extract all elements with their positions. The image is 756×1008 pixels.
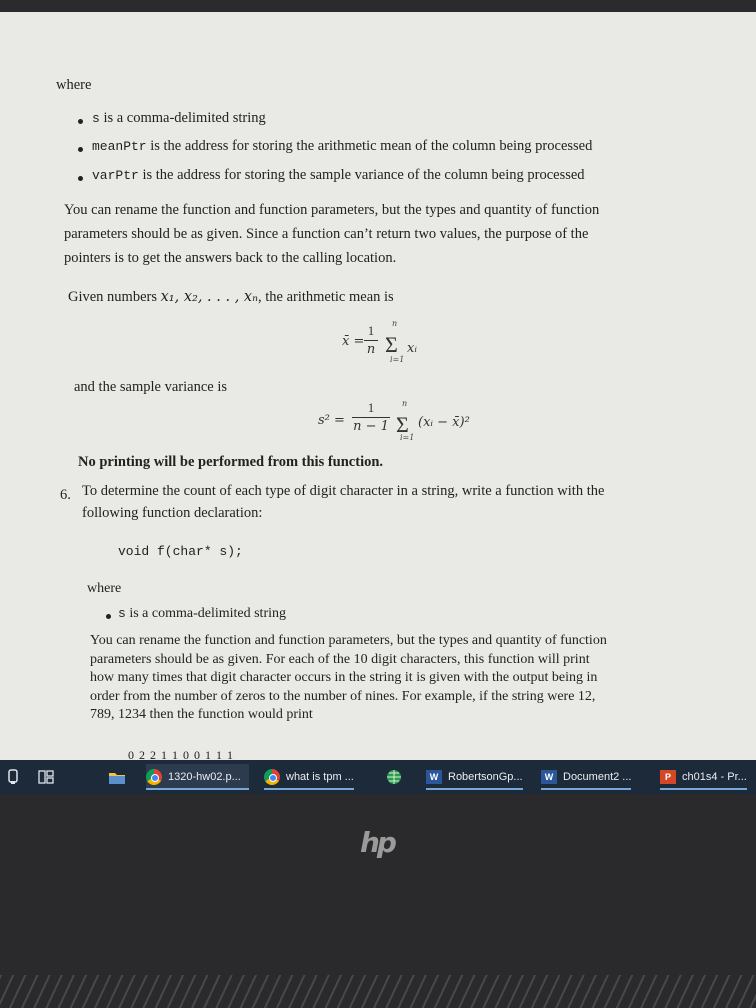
where-label: where [56,77,92,93]
sigma-symbol: Σ [396,412,409,437]
taskbar-item-powerpoint-ch01s4[interactable]: P ch01s4 - Pr... [660,764,747,790]
variance-intro: and the sample variance is [74,379,227,395]
output-partial: 0 2 2 1 1 0 0 1 1 1 [128,748,234,760]
taskbar-item-word-document2[interactable]: W Document2 ... [541,764,631,790]
keyboard-edge [0,975,756,1008]
bullet-icon [106,614,111,619]
globe-app-icon[interactable] [386,764,402,790]
mean-fraction: 1 n [364,323,378,357]
paragraph-rename-1: You can rename the function and function parameters, but the types and quantity of function parameters should be as given. Since a function can’t return two values, the purpose of the pointers is to get the answers back to the calling location. [64,202,600,266]
given-numbers-line: Given numbers x₁, x₂, . . . , xₙ, the arithmetic mean is [68,289,394,305]
no-printing-note: No printing will be performed from this function. [78,454,384,470]
taskbar [0,760,756,794]
word-icon: W [541,770,557,784]
bullet-icon [78,176,83,181]
bullet-icon [78,119,83,124]
sigma-symbol: Σ [385,332,398,357]
where-label-2: where [87,581,122,596]
chrome-icon [264,769,280,785]
variance-fraction: 1 n − 1 [353,400,389,434]
taskbar-item-word-robertson[interactable]: W RobertsonGp... [426,764,523,790]
word-icon: W [426,770,442,784]
task-view-icon[interactable] [38,764,54,790]
bullet-meanptr: meanPtr is the address for storing the arithmetic mean of the column being processed [92,138,593,154]
function-declaration: void f(char* s); [118,544,243,559]
bullet-icon [78,147,83,152]
file-explorer-icon[interactable] [108,764,126,790]
taskbar-item-chrome-hw02[interactable]: 1320-hw02.p... [146,764,249,790]
powerpoint-icon: P [660,770,676,784]
system-tray-icon[interactable] [6,764,20,790]
hp-logo: hp [360,826,394,859]
bullet-varptr: varPtr is the address for storing the sample variance of the column being processed [92,167,585,183]
chrome-icon [146,769,162,785]
taskbar-item-chrome-tpm[interactable]: what is tpm ... [264,764,354,790]
bullet-s: s is a comma-delimited string [92,110,266,126]
document-viewer: where s is a comma-delimited string meanPtr is the address for storing the arithmetic mean of the column being processed varPtr is the address for storing the sample variance of the column being processed You can rename the function and function parameters, but the types and quantity of function parameters should be as given. Since a function can’t return two values, the purpose of the pointers is to get the answers back to the calling location. Given numbers x₁, x₂, . . . , xₙ, the arithmetic mean is x̄ = 1 n Σ n i=1 xᵢ and the sample variance is s² = 1 n − 1 Σ n i=1 (xᵢ − x̄)² No printing will be performed from this function. 6. To determine the count of each type of digit character in a string, write a function with the following function declaration: void f(char* s); where s is a comma-delimited string You can rename the function and function parameters, but the types and quantity of function parameters should be as given. For each of the 10 digit characters, this function will print how many times that digit character occurs in the string it is given with the output being in order from the number of zeros to the number of nines. For example, if the string were 12, 789, 1234 then the function would print 0 2 2 1 1 0 0 1 1 1 [0,12,756,760]
bullet-s-2: s is a comma-delimited string [118,606,286,621]
paragraph-rename-2: You can rename the function and function parameters, but the types and quantity of function parameters should be as given. For each of the 10 digit characters, this function will print how many times that digit character occurs in the string it is given with the output being in order from the number of zeros to the number of nines. For example, if the string were 12, 789, 1234 then the function would print [90,633,607,722]
item-6-number: 6. [60,487,71,503]
item-6-text: To determine the count of each type of digit character in a string, write a function with the following function declaration: [82,483,605,521]
